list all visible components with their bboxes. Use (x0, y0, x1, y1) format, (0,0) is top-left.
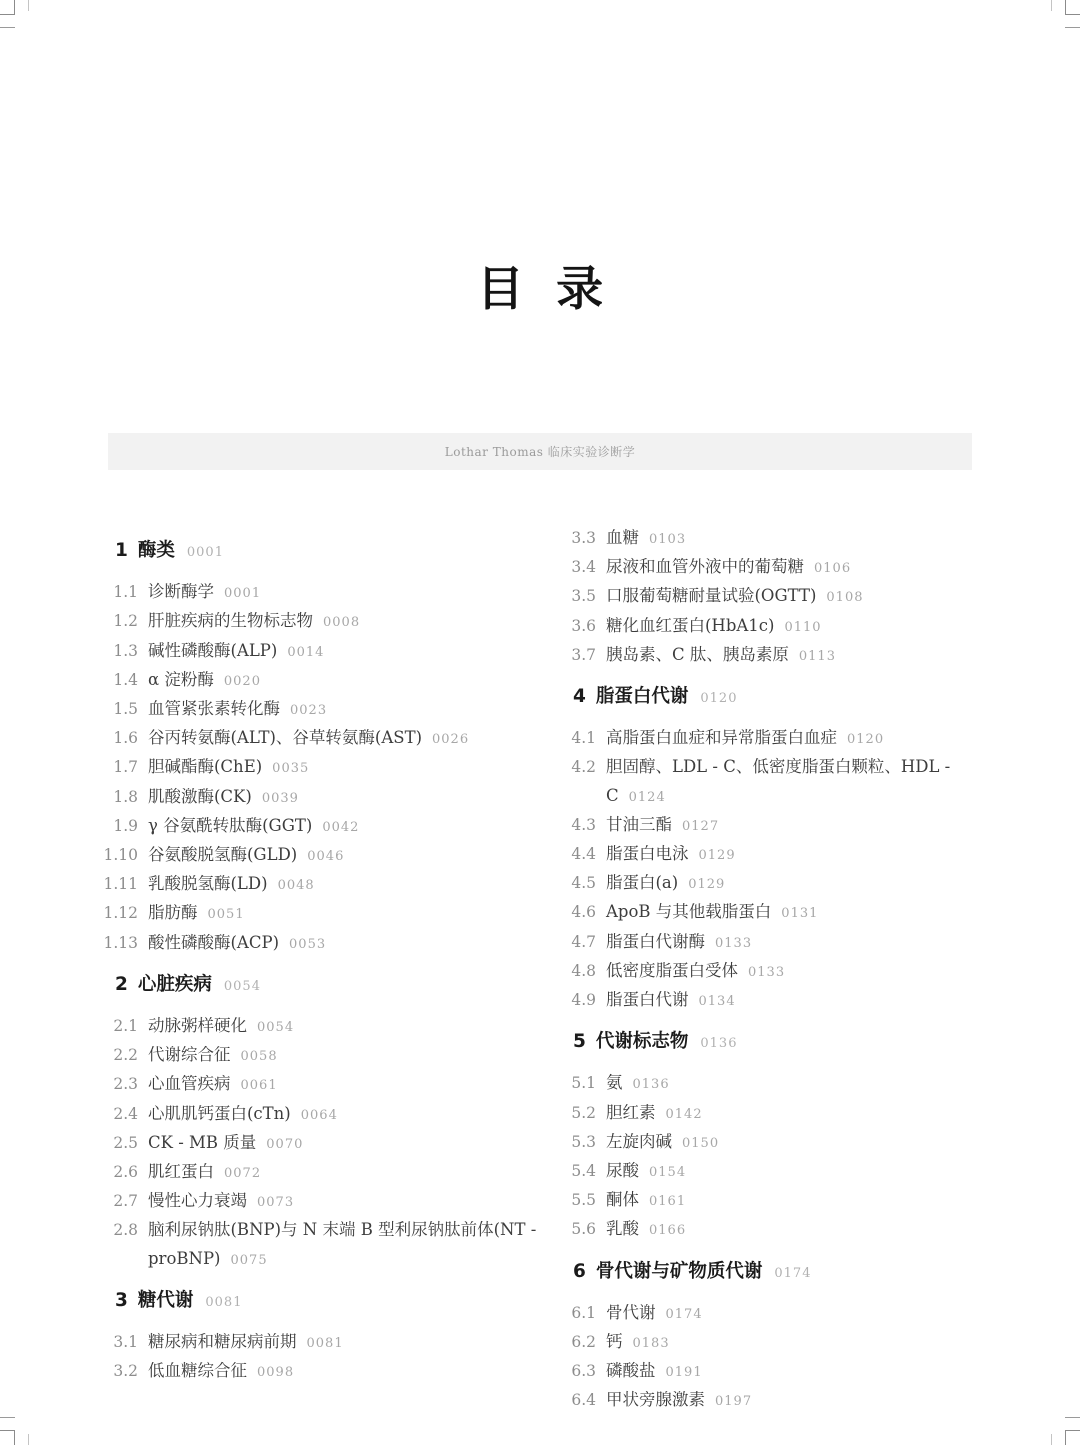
toc-section-heading (100, 971, 546, 1000)
entry-title: 骨代谢与矿物质代谢 (595, 1260, 763, 1282)
entry-number: 3.4 (571, 558, 596, 577)
toc-entry (558, 1128, 984, 1157)
entry-number: 4.6 (571, 903, 596, 922)
toc-entry (100, 578, 546, 607)
entry-title: 口服葡萄糖耐量试验(OGTT) (606, 586, 817, 606)
entry-page-number: 0046 (307, 849, 345, 865)
entry-title: 尿液和血管外液中的葡萄糖 (606, 557, 804, 577)
entry-page-number: 0136 (632, 1077, 670, 1093)
entry-page-number: 0098 (257, 1365, 295, 1381)
page-title: 目 录 (476, 262, 604, 317)
entry-page-number: 0061 (240, 1078, 278, 1094)
toc-entry (100, 607, 546, 636)
toc-column-left (100, 524, 546, 1386)
entry-page-number: 0150 (682, 1135, 720, 1151)
entry-page-number: 0081 (205, 1294, 243, 1310)
entry-title: 脂蛋白代谢 (606, 990, 689, 1010)
toc-entry (558, 1215, 984, 1244)
entry-title: 糖化血红蛋白(HbA1c) (606, 615, 775, 635)
entry-page-number: 0008 (323, 615, 361, 631)
entry-number: 1.10 (103, 846, 138, 865)
entry-number: 1.2 (113, 612, 138, 631)
entry-number: 5.1 (571, 1074, 596, 1093)
entry-title: 慢性心力衰竭 (148, 1191, 247, 1211)
entry-page-number: 0064 (300, 1107, 338, 1123)
toc-entry (558, 524, 984, 553)
entry-title: 高脂蛋白血症和异常脂蛋白血症 (606, 728, 837, 748)
entry-number: 3.2 (113, 1362, 138, 1381)
entry-page-number: 0191 (665, 1365, 703, 1381)
toc-entry (558, 1386, 984, 1415)
toc-entry (100, 1328, 546, 1357)
toc-entry (558, 869, 984, 898)
entry-title: 骨代谢 (606, 1302, 656, 1322)
toc-entry (558, 811, 984, 840)
entry-page-number: 0133 (715, 935, 753, 951)
crop-mark-bottom-right (1040, 1405, 1080, 1445)
toc-entry (100, 899, 546, 928)
entry-page-number: 0136 (700, 1036, 738, 1052)
entry-title: 胆固醇、LDL - C、低密度脂蛋白颗粒、HDL - C (606, 757, 951, 805)
toc-entry (100, 1070, 546, 1099)
entry-number: 5.2 (571, 1103, 596, 1122)
toc-entry (100, 1216, 546, 1273)
toc-entry (558, 724, 984, 753)
entry-title: 乳酸脱氢酶(LD) (148, 874, 268, 894)
entry-number: 2.6 (113, 1163, 138, 1182)
entry-number: 3.6 (571, 616, 596, 635)
toc-entry (558, 986, 984, 1015)
entry-number: 5.3 (571, 1132, 596, 1151)
toc-entry (558, 553, 984, 582)
running-header-text: Lothar Thomas 临床实验诊断学 (444, 445, 636, 459)
entry-number: 2.5 (113, 1133, 138, 1152)
toc-entry (558, 1157, 984, 1186)
toc-entry (558, 840, 984, 869)
entry-page-number: 0174 (774, 1265, 812, 1281)
entry-number: 1 (115, 540, 128, 561)
toc-entry (558, 1357, 984, 1386)
entry-title: ApoB 与其他载脂蛋白 (606, 902, 772, 922)
entry-number: 3.7 (571, 645, 596, 664)
entry-number: 6.3 (571, 1362, 596, 1381)
entry-title: 低血糖综合征 (148, 1361, 247, 1381)
entry-title: 磷酸盐 (606, 1361, 656, 1381)
entry-number: 3 (115, 1289, 128, 1311)
entry-number: 3.5 (571, 587, 596, 606)
entry-title: 脑利尿钠肽(BNP)与 N 末端 B 型利尿钠肽前体(NT - proBNP) (148, 1220, 537, 1268)
entry-page-number: 0106 (814, 561, 852, 577)
entry-title: 代谢标志物 (595, 1031, 689, 1053)
toc-entry (100, 724, 546, 753)
entry-title: 碱性磷酸酶(ALP) (148, 640, 278, 660)
entry-title: 动脉粥样硬化 (148, 1016, 247, 1036)
entry-page-number: 0197 (715, 1394, 753, 1410)
running-header-band (108, 433, 972, 470)
toc-entry (100, 695, 546, 724)
entry-title: 诊断酶学 (148, 582, 214, 602)
entry-number: 1.3 (113, 641, 138, 660)
entry-title: 血管紧张素转化酶 (148, 699, 280, 719)
entry-page-number: 0014 (287, 644, 325, 660)
entry-page-number: 0070 (266, 1136, 304, 1152)
entry-page-number: 0129 (698, 848, 736, 864)
entry-title: 心血管疾病 (148, 1074, 231, 1094)
entry-page-number: 0075 (230, 1252, 268, 1268)
entry-number: 4 (573, 686, 586, 708)
entry-page-number: 0053 (289, 936, 327, 952)
toc-entry (100, 929, 546, 958)
entry-number: 1.1 (113, 583, 138, 602)
entry-page-number: 0058 (240, 1049, 278, 1065)
entry-title: 糖尿病和糖尿病前期 (148, 1332, 297, 1352)
entry-title: γ 谷氨酰转肽酶(GGT) (148, 815, 313, 835)
entry-page-number: 0001 (186, 545, 224, 560)
entry-page-number: 0113 (798, 648, 836, 664)
crop-mark-bottom-left (0, 1405, 40, 1445)
toc-section-heading (100, 1287, 546, 1316)
entry-number: 2.7 (113, 1192, 138, 1211)
entry-title: 酮体 (606, 1190, 639, 1210)
entry-number: 2.3 (113, 1075, 138, 1094)
entry-page-number: 0108 (826, 590, 864, 606)
entry-number: 2 (115, 973, 128, 995)
entry-title: 低密度脂蛋白受体 (606, 960, 738, 980)
toc-section-heading (558, 1028, 984, 1057)
crop-mark-top-right (1040, 0, 1080, 40)
entry-page-number: 0166 (649, 1223, 687, 1239)
entry-page-number: 0174 (665, 1306, 703, 1322)
toc-entry (558, 957, 984, 986)
toc-entry (558, 1069, 984, 1098)
entry-page-number: 0103 (649, 532, 687, 547)
toc-entry (100, 841, 546, 870)
toc-entry (100, 1041, 546, 1070)
entry-number: 5.4 (571, 1162, 596, 1181)
entry-number: 2.4 (113, 1104, 138, 1123)
entry-page-number: 0073 (257, 1195, 295, 1211)
entry-number: 5 (573, 1031, 586, 1053)
entry-page-number: 0001 (224, 586, 262, 602)
entry-number: 1.9 (113, 816, 138, 835)
entry-page-number: 0110 (784, 619, 822, 635)
entry-title: 血糖 (606, 528, 639, 547)
toc-entry (100, 1357, 546, 1386)
entry-number: 6.1 (571, 1303, 596, 1322)
entry-number: 4.2 (571, 758, 596, 777)
toc-entry (558, 641, 984, 670)
entry-title: 脂蛋白电泳 (606, 844, 689, 864)
entry-page-number: 0039 (261, 790, 299, 806)
toc-entry (100, 753, 546, 782)
entry-number: 2.1 (113, 1017, 138, 1036)
toc-entry (558, 1186, 984, 1215)
crop-mark-top-left (0, 0, 40, 40)
entry-page-number: 0133 (748, 964, 786, 980)
toc-entry (558, 898, 984, 927)
entry-title: 肌红蛋白 (148, 1162, 214, 1182)
entry-title: 甲状旁腺激素 (606, 1390, 705, 1410)
entry-title: 糖代谢 (137, 1289, 194, 1311)
entry-page-number: 0129 (688, 877, 726, 893)
entry-title: 脂肪酶 (148, 903, 198, 923)
toc-entry (558, 1099, 984, 1128)
entry-number: 6 (573, 1260, 586, 1282)
entry-number: 3.1 (113, 1333, 138, 1352)
entry-page-number: 0154 (649, 1165, 687, 1181)
entry-title: 乳酸 (606, 1219, 639, 1239)
entry-title: 酶类 (137, 540, 175, 561)
toc-entry (100, 637, 546, 666)
toc-entry (100, 783, 546, 812)
toc-section-heading (100, 537, 546, 566)
entry-page-number: 0072 (224, 1166, 262, 1182)
entry-title: 代谢综合征 (148, 1045, 231, 1065)
entry-title: 酸性磷酸酶(ACP) (148, 932, 280, 952)
toc-entry (100, 666, 546, 695)
toc-entry (100, 812, 546, 841)
entry-page-number: 0054 (223, 978, 261, 994)
entry-number: 4.5 (571, 874, 596, 893)
entry-title: 谷氨酸脱氢酶(GLD) (148, 845, 298, 865)
entry-page-number: 0120 (700, 691, 738, 707)
toc-entry (100, 870, 546, 899)
entry-number: 5.5 (571, 1191, 596, 1210)
entry-page-number: 0026 (432, 732, 470, 748)
entry-page-number: 0042 (322, 819, 360, 835)
toc-entry (100, 1187, 546, 1216)
entry-title: 尿酸 (606, 1161, 639, 1181)
entry-page-number: 0048 (277, 878, 315, 894)
entry-number: 4.7 (571, 932, 596, 951)
entry-page-number: 0127 (682, 818, 720, 834)
entry-number: 4.8 (571, 961, 596, 980)
toc-entry (100, 1100, 546, 1129)
toc-entry (100, 1129, 546, 1158)
entry-title: 甘油三酯 (606, 814, 672, 834)
entry-page-number: 0081 (306, 1336, 344, 1352)
entry-page-number: 0183 (632, 1336, 670, 1352)
entry-title: α 淀粉酶 (148, 669, 214, 689)
entry-title: 心肌肌钙蛋白(cTn) (148, 1103, 291, 1123)
entry-title: 胆红素 (606, 1102, 656, 1122)
entry-title: 左旋肉碱 (606, 1131, 672, 1151)
entry-page-number: 0131 (781, 906, 819, 922)
toc-entry (558, 582, 984, 611)
toc-entry (558, 612, 984, 641)
entry-title: 氨 (606, 1073, 623, 1093)
entry-title: 脂蛋白代谢 (595, 686, 689, 708)
entry-title: 脂蛋白代谢酶 (606, 931, 705, 951)
entry-number: 2.2 (113, 1046, 138, 1065)
entry-number: 4.1 (571, 729, 596, 748)
entry-number: 4.3 (571, 815, 596, 834)
toc-column-right (558, 524, 984, 1416)
entry-title: 谷丙转氨酶(ALT)、谷草转氨酶(AST) (148, 728, 423, 748)
toc-entry (100, 1012, 546, 1041)
entry-page-number: 0051 (207, 907, 245, 923)
entry-page-number: 0020 (223, 673, 261, 689)
entry-number: 1.6 (113, 729, 138, 748)
entry-number: 1.13 (103, 933, 138, 952)
entry-title: 钙 (606, 1332, 623, 1352)
toc-entry (558, 1299, 984, 1328)
entry-title: 心脏疾病 (137, 973, 212, 995)
entry-page-number: 0161 (649, 1194, 687, 1210)
entry-number: 6.4 (571, 1391, 596, 1410)
entry-title: 胆碱酯酶(ChE) (148, 757, 263, 777)
entry-page-number: 0142 (665, 1106, 703, 1122)
entry-title: 脂蛋白(a) (606, 873, 679, 893)
entry-number: 1.8 (113, 787, 138, 806)
entry-page-number: 0035 (272, 761, 310, 777)
entry-title: 肝脏疾病的生物标志物 (148, 611, 313, 631)
entry-page-number: 0120 (847, 732, 885, 748)
toc-section-heading (558, 1258, 984, 1287)
entry-number: 5.6 (571, 1220, 596, 1239)
entry-title: 胰岛素、C 肽、胰岛素原 (606, 644, 789, 664)
entry-number: 4.9 (571, 991, 596, 1010)
toc-entry (100, 1158, 546, 1187)
toc-section-heading (558, 683, 984, 712)
entry-page-number: 0134 (698, 994, 736, 1010)
toc-entry (558, 928, 984, 957)
entry-page-number: 0054 (257, 1020, 295, 1036)
entry-number: 1.7 (113, 758, 138, 777)
entry-number: 1.4 (113, 670, 138, 689)
toc-entry (558, 753, 984, 810)
entry-number: 1.12 (103, 904, 138, 923)
entry-number: 6.2 (571, 1333, 596, 1352)
entry-number: 1.11 (103, 875, 138, 894)
entry-number: 4.4 (571, 845, 596, 864)
entry-title: 肌酸激酶(CK) (148, 786, 252, 806)
toc-entry (558, 1328, 984, 1357)
entry-page-number: 0124 (628, 789, 666, 805)
entry-number: 1.5 (113, 700, 138, 719)
entry-title: CK - MB 质量 (148, 1132, 257, 1152)
toc-columns (100, 524, 984, 1416)
entry-number: 3.3 (571, 529, 596, 547)
entry-page-number: 0023 (290, 703, 328, 719)
entry-number: 2.8 (113, 1221, 138, 1240)
